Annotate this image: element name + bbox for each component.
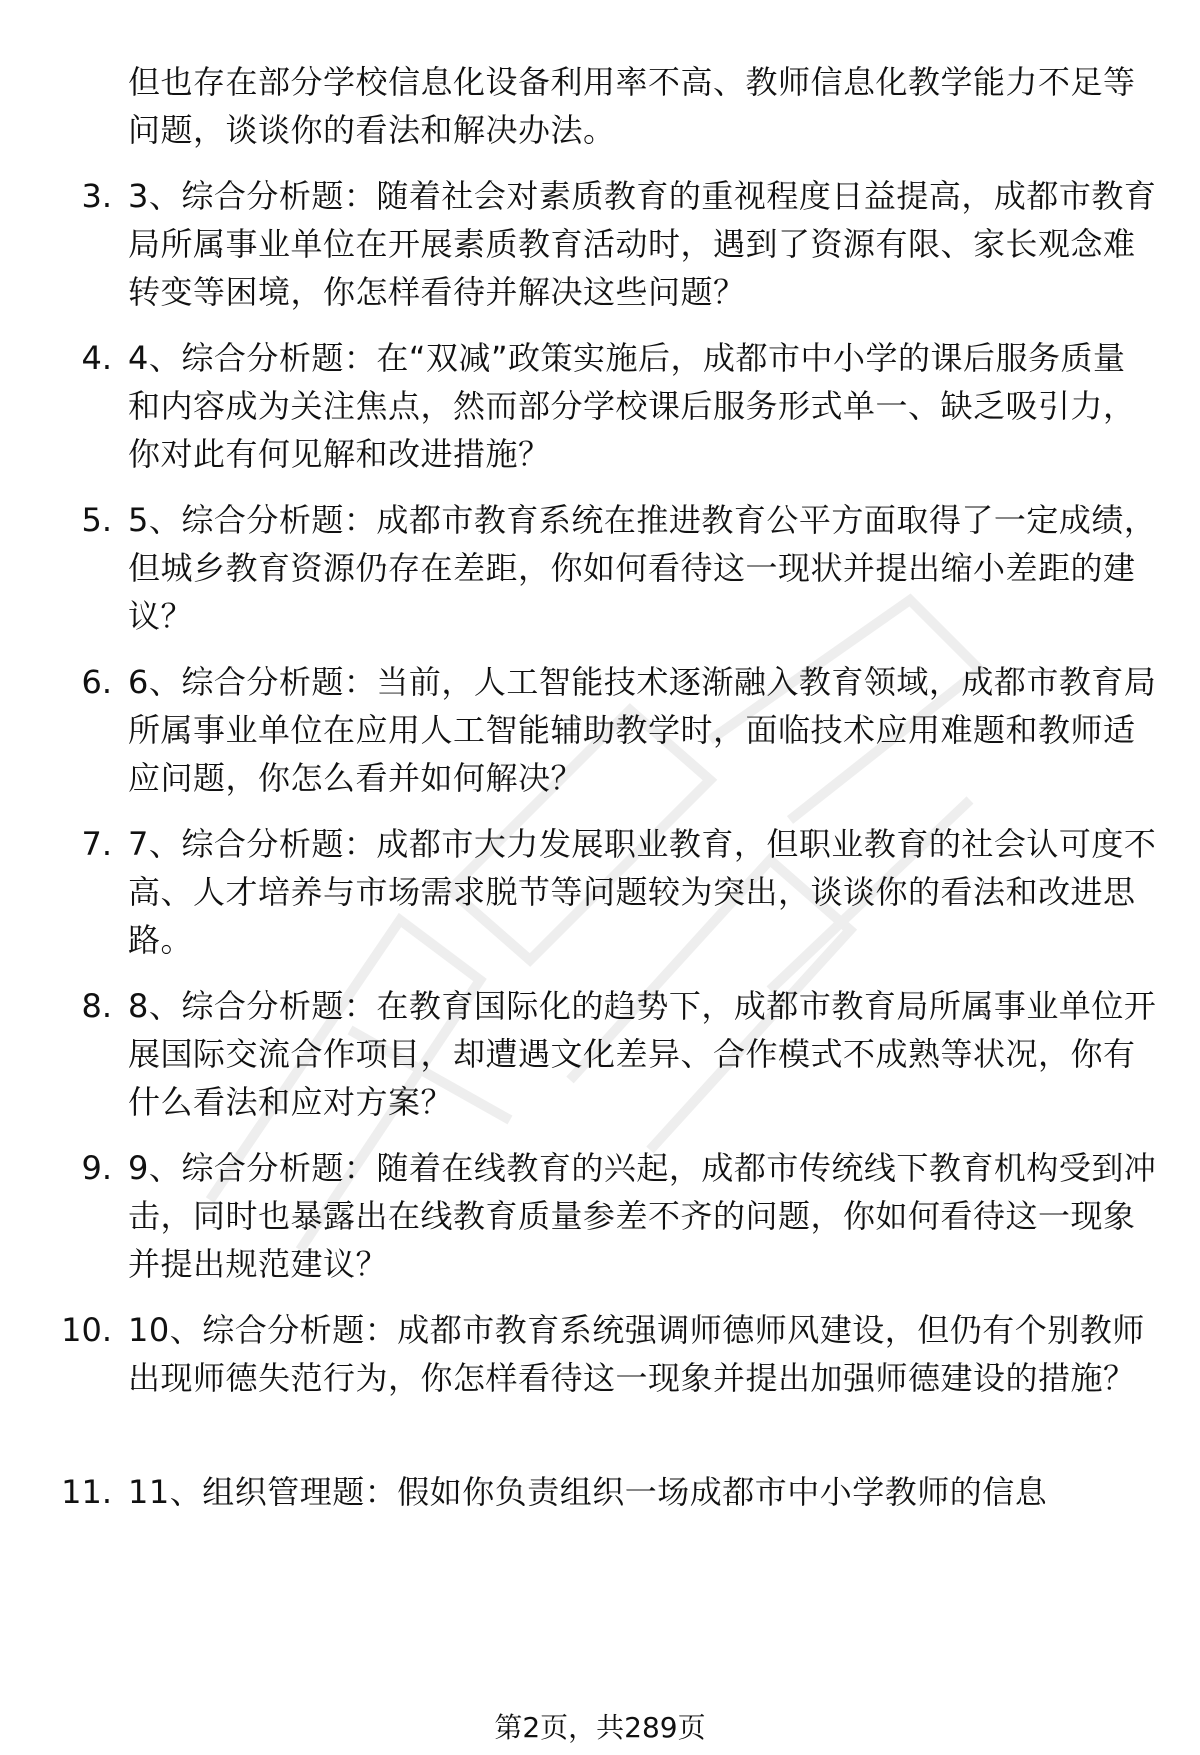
item-number: 11. (61, 1473, 112, 1511)
item-number: 7. (81, 825, 112, 863)
item-text: 7、综合分析题：成都市大力发展职业教育，但职业教育的社会认可度不高、人才培养与市场需求脱节等问题较为突出，谈谈你的看法和改进思路。 (128, 825, 1157, 959)
continuation-paragraph: 但也存在部分学校信息化设备利用率不高、教师信息化教学能力不足等问题，谈谈你的看法和解决办法。 (128, 63, 1136, 149)
item-number: 5. (81, 501, 112, 539)
item-text: 5、综合分析题：成都市教育系统在推进教育公平方面取得了一定成绩，但城乡教育资源仍存在差距，你如何看待这一现状并提出缩小差距的建议？ (128, 501, 1157, 635)
item-text: 4、综合分析题：在“双减”政策实施后，成都市中小学的课后服务质量和内容成为关注焦点，然而部分学校课后服务形式单一、缺乏吸引力，你对此有何见解和改进措施？ (128, 339, 1136, 473)
item-number: 8. (81, 987, 112, 1025)
page-footer: 第2页，共289页 (494, 1711, 706, 1744)
item-text: 10、综合分析题：成都市教育系统强调师德师风建设，但仍有个别教师出现师德失范行为，你怎样看待这一现象并提出加强师德建设的措施？ (128, 1311, 1145, 1397)
item-number: 6. (81, 663, 112, 701)
item-text: 9、综合分析题：随着在线教育的兴起，成都市传统线下教育机构受到冲击，同时也暴露出在线教育质量参差不齐的问题，你如何看待这一现象并提出规范建议？ (128, 1149, 1157, 1283)
item-number: 3. (81, 177, 112, 215)
item-number: 9. (81, 1149, 112, 1187)
item-text: 6、综合分析题：当前，人工智能技术逐渐融入教育领域，成都市教育局所属事业单位在应用人工智能辅助教学时，面临技术应用难题和教师适应问题，你怎么看并如何解决？ (128, 663, 1157, 797)
item-text: 3、综合分析题：随着社会对素质教育的重视程度日益提高，成都市教育局所属事业单位在开展素质教育活动时，遇到了资源有限、家长观念难转变等困境，你怎样看待并解决这些问题？ (128, 177, 1157, 311)
item-text: 11、组织管理题：假如你负责组织一场成都市中小学教师的信息 (128, 1473, 1048, 1511)
item-number: 10. (61, 1311, 112, 1349)
item-number: 4. (81, 339, 112, 377)
item-text: 8、综合分析题：在教育国际化的趋势下，成都市教育局所属事业单位开展国际交流合作项目，却遭遇文化差异、合作模式不成熟等状况，你有什么看法和应对方案？ (128, 987, 1157, 1121)
